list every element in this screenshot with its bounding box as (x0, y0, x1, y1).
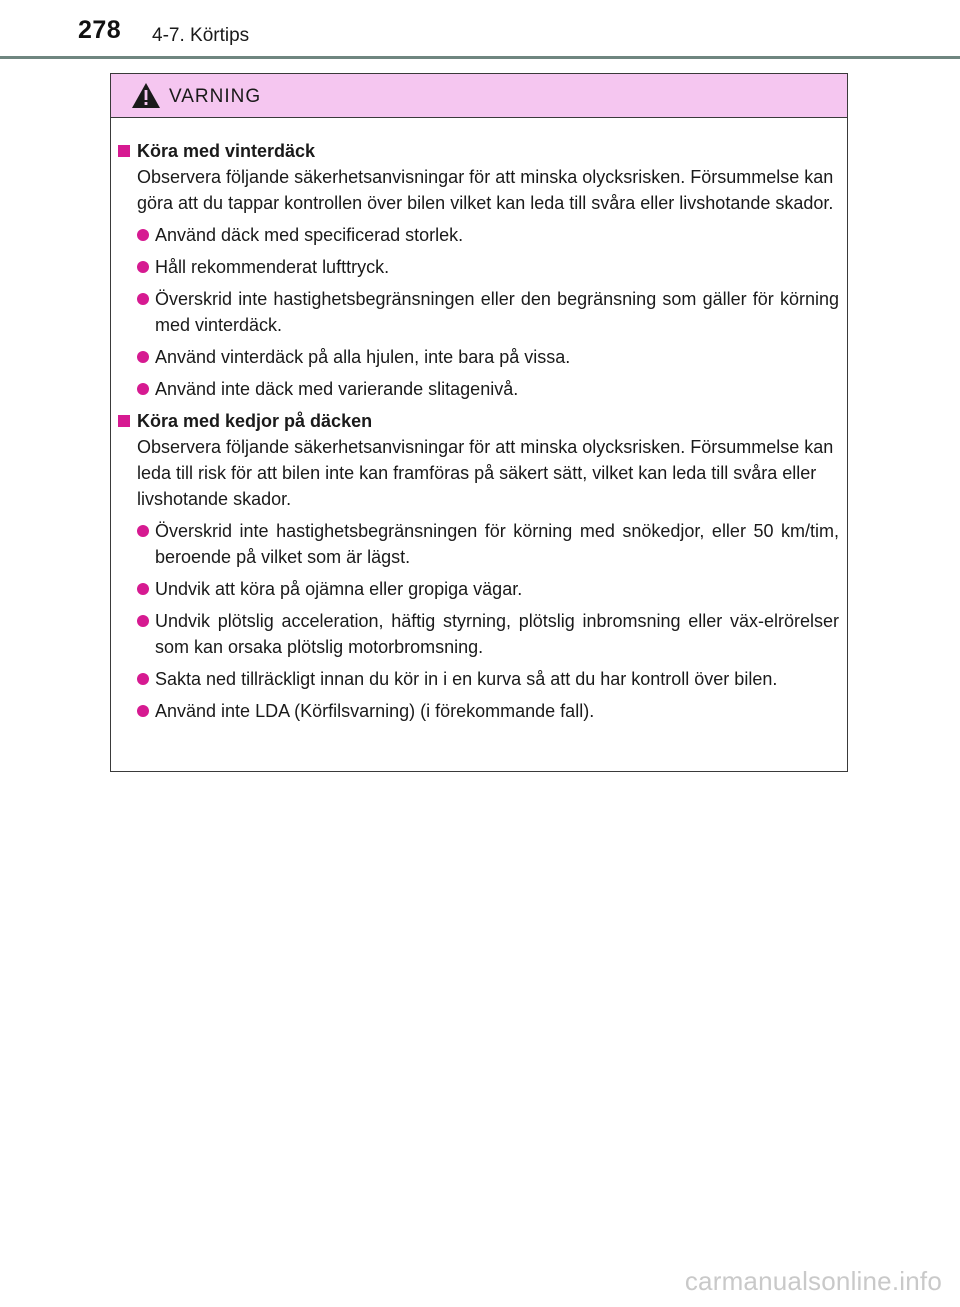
dot-bullet-icon (137, 673, 149, 685)
warning-body (111, 118, 847, 724)
list-item-text: Använd inte LDA (Körfilsvarning) (i förekommande fall). (155, 701, 595, 721)
list-item (118, 666, 839, 692)
section-intro: Observera följande säkerhetsanvisningar för att minska olycksrisken. Försummelse kan göra att du tappar kontrollen över bilen vilket kan leda till svåra eller livshotande skador. (137, 167, 834, 213)
list-item-text: Använd vinterdäck på alla hjulen, inte bara på vissa. (155, 347, 571, 367)
header-divider (0, 56, 960, 59)
list-item-text: Använd inte däck med varierande slitagenivå. (155, 379, 519, 399)
list-item (118, 518, 839, 570)
dot-bullet-icon (137, 261, 149, 273)
section-heading-winter-tires (118, 138, 839, 164)
dot-bullet-icon (137, 351, 149, 363)
warning-title: VARNING (169, 86, 262, 107)
warning-triangle-icon (131, 82, 161, 109)
section-heading-snow-chains (118, 408, 839, 434)
list-item (118, 222, 839, 248)
list-item (118, 344, 839, 370)
list-item (118, 254, 839, 280)
list-item (118, 698, 839, 724)
list-item-text: Undvik att köra på ojämna eller gropiga vägar. (155, 579, 523, 599)
warning-box (110, 73, 848, 772)
list-item-text: Överskrid inte hastighetsbegränsningen eller den begränsning som gäller för körning med vinterdäck. (155, 289, 839, 335)
dot-bullet-icon (137, 229, 149, 241)
dot-bullet-icon (137, 383, 149, 395)
square-bullet-icon (118, 145, 130, 157)
list-item (118, 376, 839, 402)
section-heading-text: Köra med vinterdäck (137, 141, 316, 161)
list-item (118, 286, 839, 338)
list-item-text: Sakta ned tillräckligt innan du kör in i en kurva så att du har kontroll över bilen. (155, 669, 778, 689)
list-item (118, 576, 839, 602)
warning-header (111, 74, 847, 118)
section-intro: Observera följande säkerhetsanvisningar för att minska olycksrisken. Försummelse kan leda till risk för att bilen inte kan framföras på säkert sätt, vilket kan leda till svåra eller livshotande skador. (137, 437, 834, 509)
dot-bullet-icon (137, 525, 149, 537)
section-heading-text: Köra med kedjor på däcken (137, 411, 373, 431)
list-item-text: Överskrid inte hastighetsbegränsningen för körning med snökedjor, eller 50 km/tim, beroende på vilket som är lägst. (155, 521, 839, 567)
square-bullet-icon (118, 415, 130, 427)
section-title: 4-7. Körtips (152, 25, 250, 46)
list-item-text: Använd däck med specificerad storlek. (155, 225, 464, 245)
page-header (0, 0, 960, 60)
watermark-text: carmanualsonline.info (684, 1266, 942, 1296)
list-item-text: Undvik plötslig acceleration, häftig styrning, plötslig inbromsning eller väx-elrörelser som kan orsaka plötslig motorbromsning. (155, 611, 839, 657)
dot-bullet-icon (137, 615, 149, 627)
dot-bullet-icon (137, 705, 149, 717)
dot-bullet-icon (137, 293, 149, 305)
list-item-text: Håll rekommenderat lufttryck. (155, 257, 390, 277)
list-item (118, 608, 839, 660)
page-number: 278 (78, 16, 122, 44)
dot-bullet-icon (137, 583, 149, 595)
